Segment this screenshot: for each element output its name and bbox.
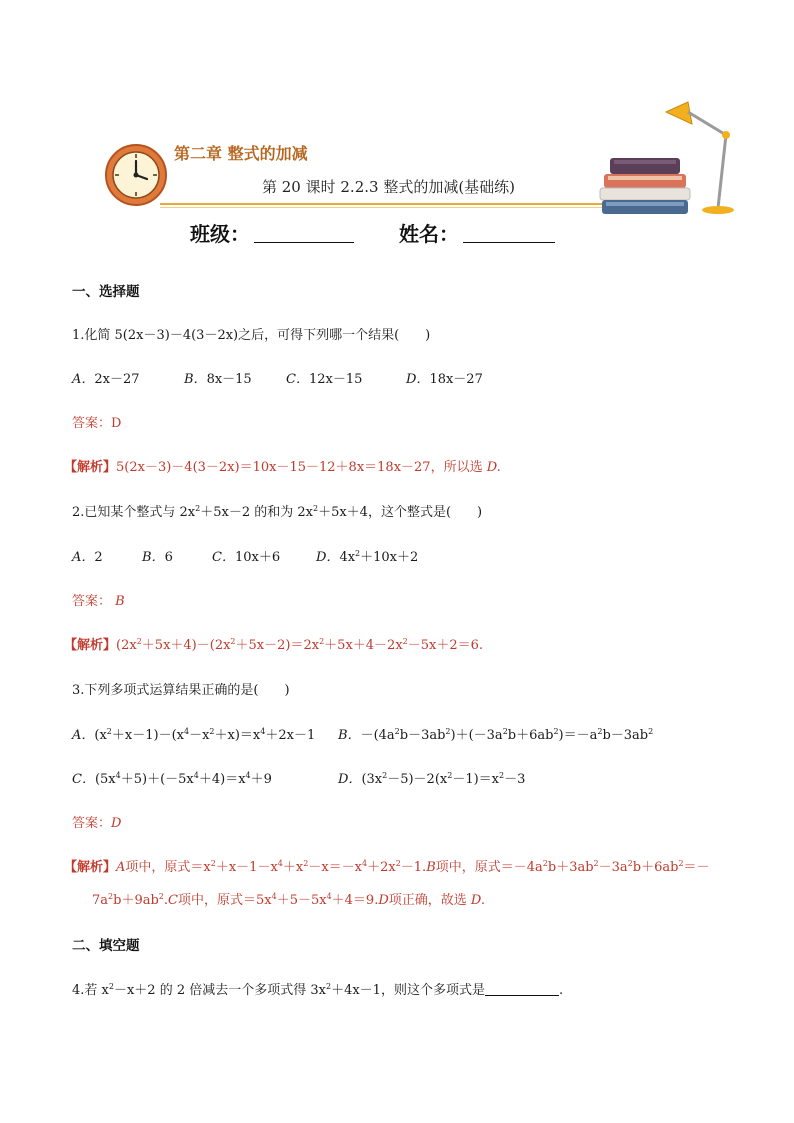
question-3-options-cd: C．$(5x^4+5)+(-5x^4+4)=x^4+9$ D．$(3x^2-5)-2(x^2-1)=x^2-3$ [72, 771, 526, 787]
name-label: 姓名： [398, 222, 459, 246]
class-blank[interactable] [254, 224, 354, 243]
question-1-stem: 1.化简 5(2x－3)－4(3－2x)之后，可得下列哪一个结果( ) [72, 328, 431, 343]
question-2-options: A．2 B．6 C．10x＋6 D．$4x^2+10x+2$ [72, 549, 419, 565]
question-2-answer: 答案： B [72, 594, 125, 609]
header-banner [0, 90, 794, 250]
class-name-row [190, 218, 555, 247]
question-3-options-ab: A．$(x^2+x-1)-(x^4-x^2+x)=x^4+2x-1$ B．$-(4a^2b-3ab^2)+(-3a^2b+6ab^2)=-a^2b-3ab^2$ [72, 727, 654, 743]
question-3-answer: 答案：D [72, 816, 122, 831]
header-divider-thin [160, 207, 606, 208]
name-blank[interactable] [463, 224, 555, 243]
section-heading-choice: 一、选择题 [72, 284, 140, 300]
header-divider [160, 203, 606, 205]
clock-icon [104, 143, 168, 207]
question-3-explanation-line-2: $7a^2b+9ab^2.C$项中，原式$=5x^4+5-5x^4+4=9.D$项正确，故选 D. [92, 892, 486, 908]
section-heading-fill: 二、填空题 [72, 938, 140, 954]
lesson-title: 第 20 课时 2.2.3 整式的加减(基础练) [262, 178, 516, 196]
question-3-explanation-line-1: 【解析】A项中，原式$=x^2+x-1-x^4+x^2-x=-x^4+2x^2-1.B$项中，原式$=-4a^2b+3ab^2-3a^2b+6ab^2=-$ [64, 859, 710, 875]
lamp-and-books-icon [596, 90, 746, 218]
question-1-explanation: 【解析】5(2x－3)－4(3－2x)＝10x－15－12＋8x＝18x－27，所以选 D. [64, 460, 501, 475]
question-4-stem: 4.若 $x^2-x+2$ 的 2 倍减去一个多项式得 $3x^2+4x-1$，则这个多项式是 . [72, 982, 564, 998]
question-2-explanation: 【解析】$(2x^2+5x+4)-(2x^2+5x-2)=2x^2+5x+4-2x^2-5x+2=6$. [64, 637, 484, 653]
question-2-stem: 2.已知某个整式与 $2x^2+5x-2$ 的和为 $2x^2+5x+4$，这个整式是( ) [72, 504, 483, 520]
question-3-stem: 3.下列多项式运算结果正确的是( ) [72, 683, 290, 698]
class-label: 班级： [190, 222, 250, 246]
chapter-title: 第二章 整式的加减 [174, 144, 308, 163]
question-4-blank[interactable] [485, 982, 559, 996]
question-1-answer: 答案：D [72, 416, 122, 431]
question-1-options: A．2x－27 B．8x－15 C．12x－15 D．18x－27 [72, 372, 483, 387]
